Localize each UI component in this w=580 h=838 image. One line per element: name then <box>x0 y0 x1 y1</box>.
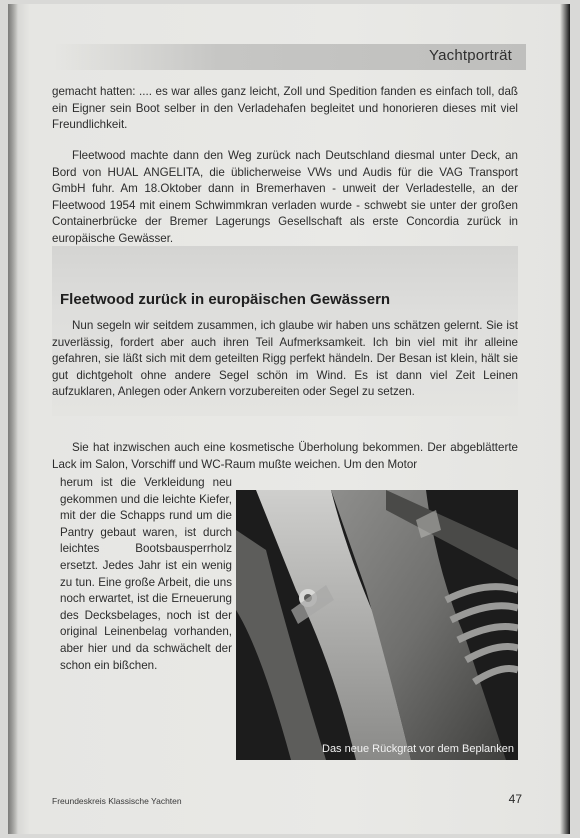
photo-caption: Das neue Rückgrat vor dem Beplanken <box>322 743 514 755</box>
paragraph-overhaul <box>52 440 518 473</box>
page-number: 47 <box>508 792 522 806</box>
page-edge <box>560 4 570 834</box>
paragraph-text: Sie hat inzwischen auch eine kosmetische Überholung bekommen. Der abgeblätterte Lack im Salon, Vorschiff und WC-Raum mußte weichen. Um den Motor <box>52 441 518 471</box>
spine-shadow <box>8 4 18 834</box>
boat-frame-photo <box>236 490 518 760</box>
paragraph-continued <box>52 84 518 134</box>
paragraph-sailing <box>52 318 518 401</box>
header-title: Yachtporträt <box>429 47 512 64</box>
photo-backbone <box>236 490 518 760</box>
paragraph-wrapped <box>60 475 232 674</box>
section-heading: Fleetwood zurück in europäischen Gewässern <box>60 291 391 308</box>
paragraph-text: Nun segeln wir seitdem zusammen, ich glaube wir haben uns schätzen gelernt. Sie ist zuverlässig, fordert aber auch ihren Teil Aufmerksamkeit. Ich bin viel mit ihr alleine gefahren, sie läßt sich mit dem geteilten Rigg perfekt händeln. Der Besan ist klein, hält sie gut dichtgeholt ohne andere Segel schön im Wind. Es ist dann viel Zeit Leinen aufzuklaren, Anlegen oder Ankern vorzubereiten oder Segel zu setzen. <box>52 319 518 399</box>
paragraph-fleetwood-return <box>52 148 518 248</box>
paragraph-text: gemacht hatten: .... es war alles ganz leicht, Zoll und Spedition fanden es einfach toll, daß ein Eigner sein Boot selber in den Verladehafen begleitet und honorieren dieses mit viel Freundlichkeit. <box>52 85 518 132</box>
paragraph-text: Fleetwood machte dann den Weg zurück nach Deutschland diesmal unter Deck, an Bord von HUAL ANGELITA, die üblicherweise VWs und Audis für die VAG Transport GmbH fuhr. Am 18.Oktober dann in Bremerhaven - unweit der Verladestelle, an der Fleetwood 1954 mit einem Schwimmkran verladen wurde - schwebt sie unter der großen Containerbrücke der Bremer Lagerungs Gesellschaft als erste Concordia zurück in europäische Gewässer. <box>52 149 518 245</box>
footer-publication: Freundeskreis Klassische Yachten <box>52 796 182 806</box>
running-header <box>52 44 526 70</box>
paragraph-text: herum ist die Verkleidung neu gekommen und die leichte Kiefer, mit der die Schapps rund um die Pantry gebaut waren, ist durch leichtes Bootsbausperrholz ersetzt. Jedes Jahr ist ein wenig zu tun. Eine große Arbeit, die uns noch erwartet, ist die Erneuerung des Decksbelages, noch ist der original Leinenbelag vorhanden, aber hier und da schwächelt der schon ein bißchen. <box>60 476 232 672</box>
